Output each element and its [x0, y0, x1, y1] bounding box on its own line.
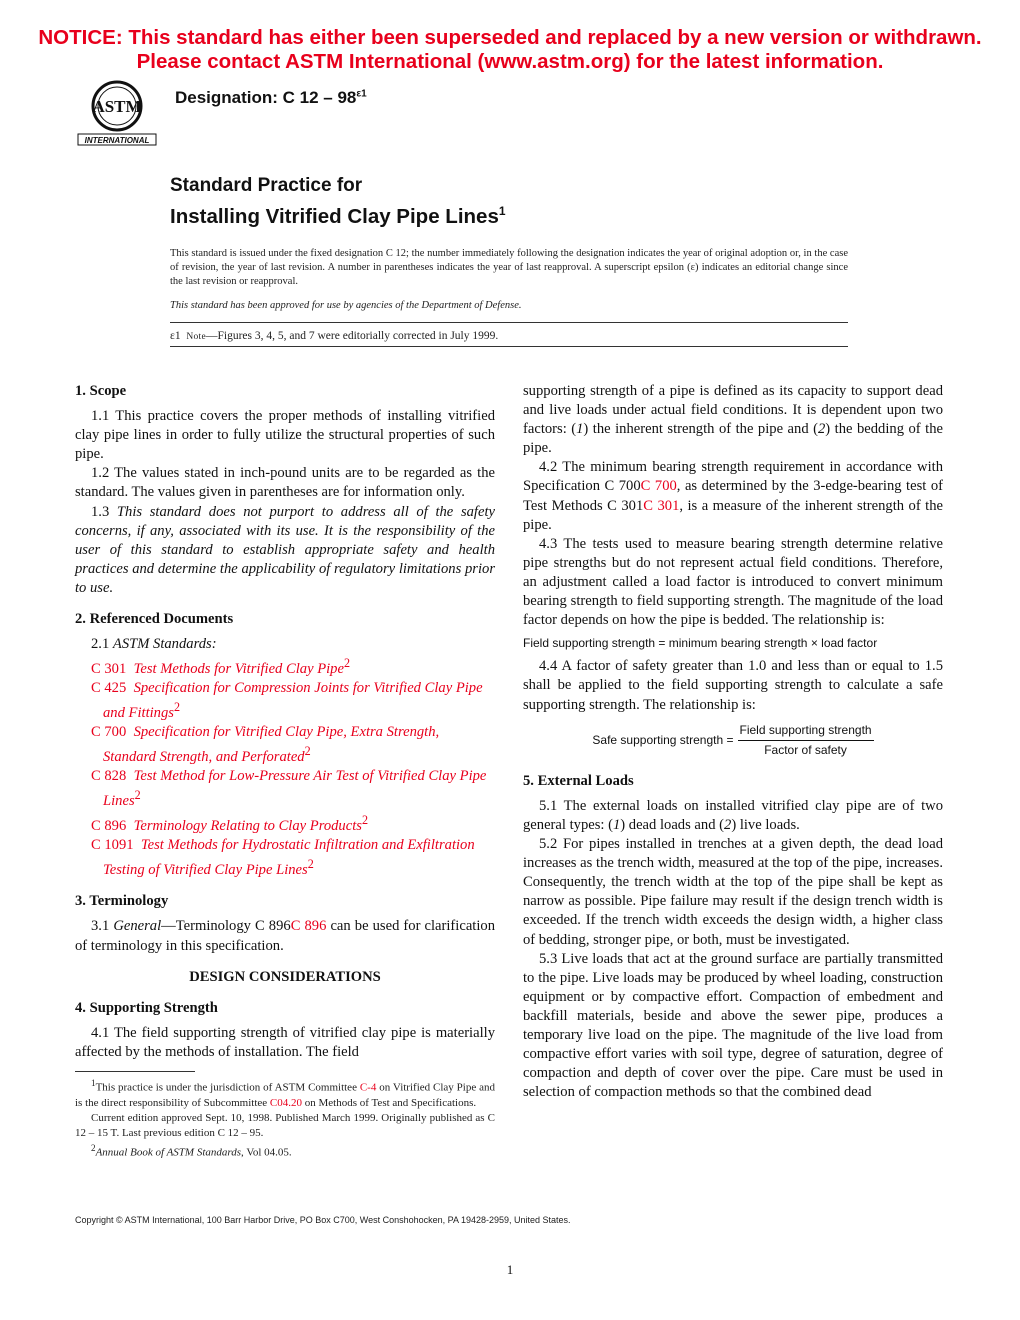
- para-4-3: 4.3 The tests used to measure bearing strength determine relative pipe strengths but do not represent actual field conditions. Therefore, an adjustment called a load factor is introduced to convert minimum bearing strength to field supporting strength. The magnitude of the load factor depends on how the pipe is bedded. The relationship is:: [523, 535, 943, 629]
- title-line-1: Standard Practice for: [170, 175, 363, 196]
- footnote-2: $^2$Annual Book of ASTM Standards, Vol 04.05.: [91, 1143, 292, 1160]
- right-column: [523, 382, 943, 1102]
- left-column: [75, 382, 495, 1062]
- reference-c828[interactable]: C 828 Test Method for Low-Pressure Air Test of Vitrified Clay Pipe Lines$^2$: [91, 768, 487, 810]
- designation: [175, 88, 367, 108]
- astm-logo: [74, 76, 160, 148]
- designation-text: Designation: C 12 – 98: [175, 88, 357, 107]
- section-heading-external-loads: 5. External Loads: [523, 772, 634, 789]
- para-4-1-continued: supporting strength of a pipe is defined as its capacity to support dead and live loads under actual field conditions. It is dependent upon two factors: (1) the inherent strength of the pipe and (2) the bedding of the pipe.: [523, 383, 943, 457]
- link-committee-c4[interactable]: C-4: [359, 1081, 377, 1094]
- equation-safe-supporting-strength: [523, 721, 943, 760]
- para-1-3: 1.3 This standard does not purport to address all of the safety concerns, if any, associated with its use. It is the responsibility of the user of this standard to establish appropriate safety and health practices and determine the applicability of regulatory limitations prior to use.: [75, 503, 495, 596]
- link-c700[interactable]: C 700: [640, 478, 677, 495]
- document-title: [170, 174, 506, 230]
- para-1-1: 1.1 This practice covers the proper methods of installing vitrified clay pipe lines in order to fully utilize the structural properties of such pipe.: [75, 408, 495, 463]
- footnotes: [75, 1076, 495, 1161]
- reference-c700[interactable]: C 700 Specification for Vitrified Clay Pipe, Extra Strength, Standard Strength, and Perforated$^2$: [91, 724, 440, 766]
- para-5-2: 5.2 For pipes installed in trenches at a given depth, the dead load increases as the trench width, measured at the top of the pipe, increases. Consequently, the trench width at the top of the pipe shall be kept as narrow as possible. Pipe failure may result if the design trench width is exceeded. If the trench width exceeds the design width, a higher class of bedding, stronger pipe, or both, must be investigated.: [523, 836, 943, 948]
- equation-numerator: Field supporting strength: [738, 721, 874, 741]
- reference-c896[interactable]: C 896 Terminology Relating to Clay Products$^2$: [91, 813, 369, 835]
- para-2-1: 2.1 ASTM Standards:: [91, 636, 217, 653]
- design-considerations-heading: DESIGN CONSIDERATIONS: [189, 968, 381, 985]
- designation-epsilon: ε1: [356, 88, 367, 100]
- para-3-1: 3.1 General—Terminology C 896C 896 can be used for clarification of terminology in this specification.: [75, 918, 496, 954]
- para-4-4: 4.4 A factor of safety greater than 1.0 and less than or equal to 1.5 shall be applied to the field supporting strength to calculate a safe supporting strength. The relationship is:: [523, 658, 943, 713]
- footnote-1-edition: Current edition approved Sept. 10, 1998. Published March 1999. Originally published as C 12 – 15 T. Last previous edition C 12 – 95.: [75, 1112, 495, 1140]
- title-footnote-mark[interactable]: 1: [498, 204, 506, 218]
- editorial-note: ε1 Note—Figures 3, 4, 5, and 7 were editorially corrected in July 1999.: [170, 330, 499, 342]
- notice-line-2: Please contact ASTM International (www.astm.org) for the latest information.: [136, 50, 884, 73]
- para-5-1: 5.1 The external loads on installed vitrified clay pipe are of two general types: (1) dead loads and (2) live loads.: [523, 797, 943, 833]
- reference-c425[interactable]: C 425 Specification for Compression Joints for Vitrified Clay Pipe and Fittings$^2$: [91, 680, 483, 722]
- link-subcommittee-c0420[interactable]: C04.20: [269, 1096, 303, 1109]
- section-heading-referenced-documents: 2. Referenced Documents: [75, 611, 234, 628]
- link-c301[interactable]: C 301: [643, 497, 680, 514]
- equation-lhs: Safe supporting strength =: [592, 732, 734, 747]
- para-4-2: 4.2 The minimum bearing strength requirement in accordance with Specification C 700C 700, as determined by the 3-edge-bearing test of Test Methods C 301C 301, is a measure of the inherent strength of the pipe.: [523, 459, 943, 533]
- equation-field-supporting-strength: Field supporting strength = minimum bearing strength × load factor: [523, 636, 878, 651]
- footnote-1: $^1$This practice is under the jurisdiction of ASTM Committee C-4 on Vitrified Clay Pipe and is the direct responsibility of Subcommittee C04.20 on Methods of Test and Specifications.: [75, 1078, 496, 1109]
- section-heading-scope: 1. Scope: [75, 383, 127, 399]
- para-5-3: 5.3 Live loads that act at the ground surface are partially transmitted to the pipe. Live loads may be produced by wheel loading, construction equipment or by compactive effort. Compaction of embedment and backfill materials, beside and above the sewer pipe, produces a temporary live load on the pipe. The magnitude of the live load from compactive effort varies with soil type, degree of saturation, degree of compaction and depth of cover over the pipe. Care must be used in selection of compaction methods so that the combined dead: [523, 950, 943, 1101]
- section-heading-terminology: 3. Terminology: [75, 893, 169, 910]
- section-heading-supporting-strength: 4. Supporting Strength: [75, 999, 218, 1016]
- footnote-rule: [75, 1071, 195, 1072]
- page-number: 1: [506, 1262, 514, 1277]
- logo-wordmark: ASTM: [92, 97, 142, 116]
- equation-denominator: Factor of safety: [764, 742, 847, 757]
- dod-approval-note: This standard has been approved for use by agencies of the Department of Defense.: [170, 300, 522, 311]
- divider-top: [170, 322, 848, 323]
- equation-fraction: [738, 721, 874, 760]
- standard-issuance-note: This standard is issued under the fixed designation C 12; the number immediately following the designation indicates the year of original adoption or, in the case of revision, the year of last revision. A number in parentheses indicates the year of last reapproval. A superscript epsilon (ε) indicates an editorial change since the last revision or reapproval.: [170, 248, 848, 287]
- title-line-2: Installing Vitrified Clay Pipe Lines$^1$: [170, 204, 506, 228]
- withdrawal-notice: [0, 26, 1020, 74]
- reference-c301[interactable]: C 301 Test Methods for Vitrified Clay Pipe$^2$: [91, 656, 351, 678]
- copyright-line: Copyright © ASTM International, 100 Barr Harbor Drive, PO Box C700, West Conshohocken, PA 19428-2959, United States.: [75, 1215, 571, 1225]
- para-1-2: 1.2 The values stated in inch-pound units are to be regarded as the standard. The values given in parentheses are for information only.: [75, 465, 495, 501]
- link-c896[interactable]: C 896: [290, 918, 327, 935]
- logo-banner: INTERNATIONAL: [84, 136, 150, 145]
- divider-bottom: [170, 346, 848, 347]
- reference-c1091[interactable]: C 1091 Test Methods for Hydrostatic Infiltration and Exfiltration Testing of Vitrified Clay Pipe Lines$^2$: [91, 837, 475, 879]
- para-4-1: 4.1 The field supporting strength of vitrified clay pipe is materially affected by the methods of installation. The field: [75, 1024, 495, 1060]
- notice-line-1: NOTICE: This standard has either been superseded and replaced by a new version or withdrawn.: [38, 26, 982, 49]
